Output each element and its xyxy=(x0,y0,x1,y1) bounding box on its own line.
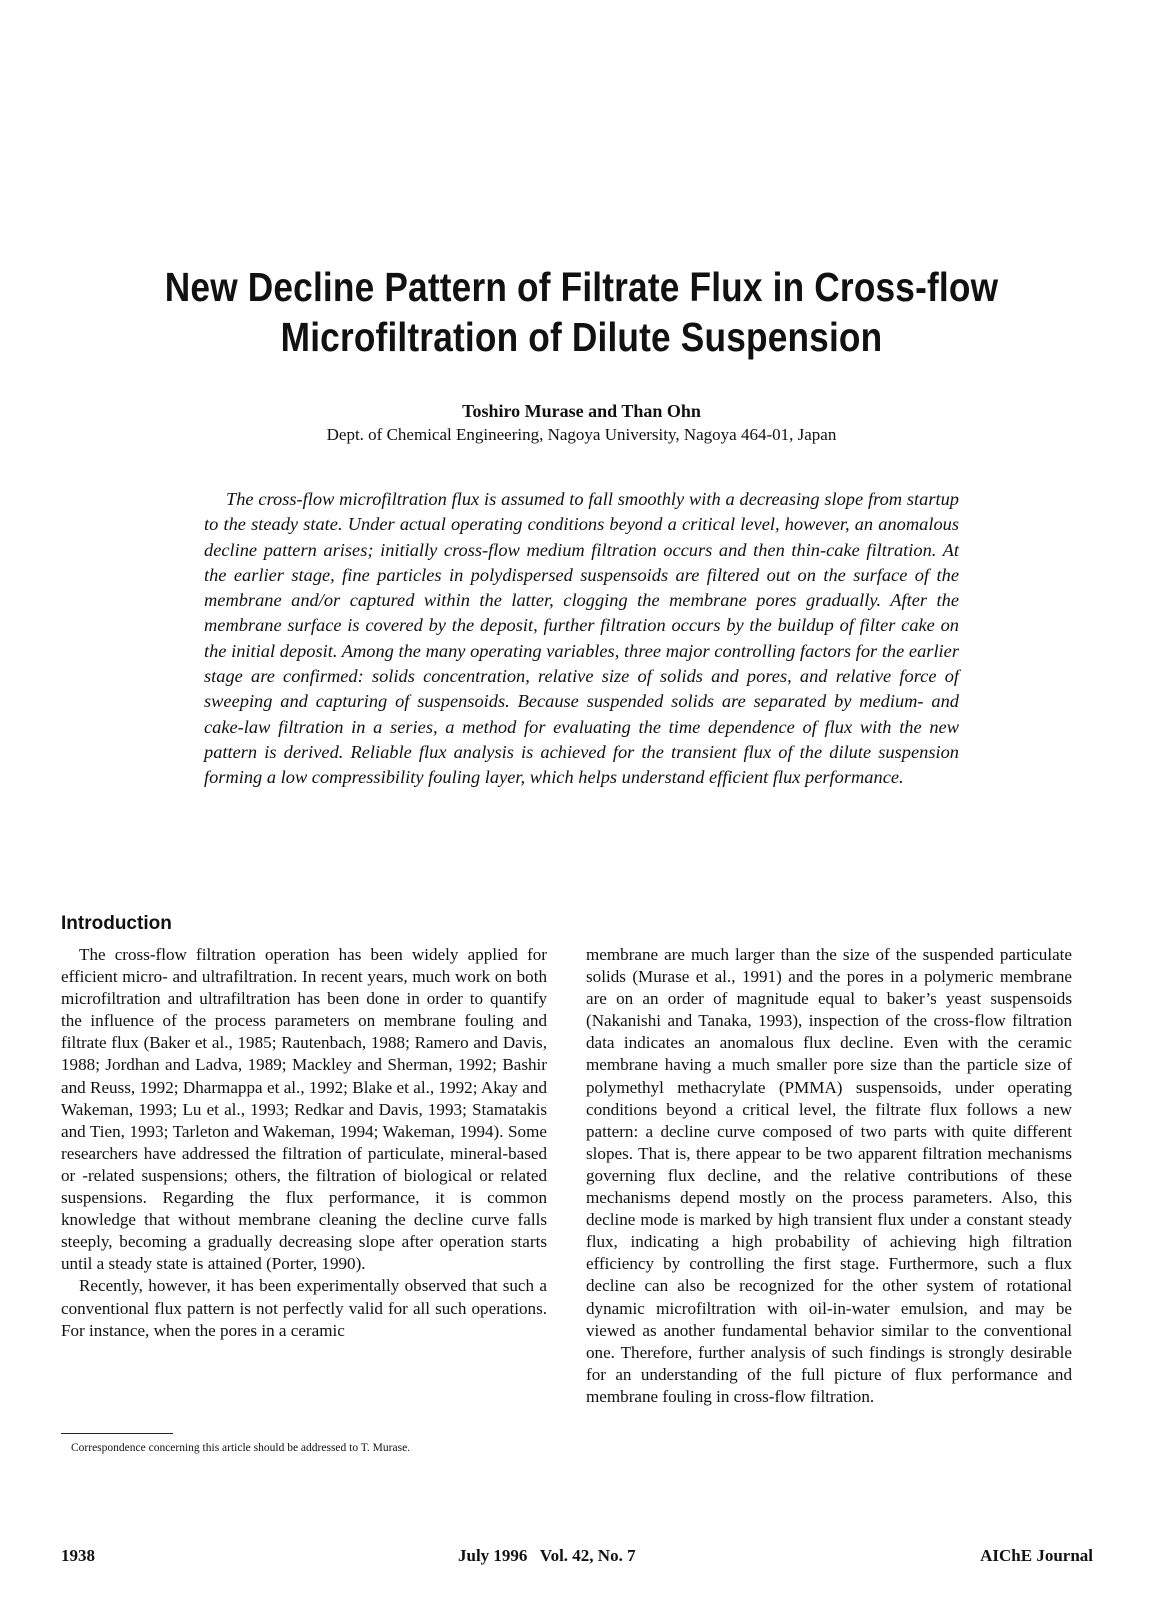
affiliation: Dept. of Chemical Engineering, Nagoya University, Nagoya 464-01, Japan xyxy=(326,425,837,444)
title-line-1: New Decline Pattern of Filtrate Flux in Cross-flow xyxy=(164,264,999,310)
footnote-divider xyxy=(61,1433,173,1434)
paragraph: The cross-flow filtration operation has been widely applied for efficient micro- and ultrafiltration. In recent years, much work on both microfiltration and ultrafiltration has been done in order to quantify the influence of the process parameters on membrane fouling and filtrate flux (Baker et al., 1985; Rautenbach, 1988; Ramero and Davis, 1988; Jordhan and Ladva, 1989; Mackley and Sherman, 1992; Bashir and Reuss, 1992; Dharmappa et al., 1992; Blake et al., 1992; Akay and Wakeman, 1993; Lu et al., 1993; Redkar and Davis, 1993; Stamatakis and Tien, 1993; Tarleton and Wakeman, 1994; Wakeman, 1994). Some researchers have addressed the filtration of particulate, mineral-based or -related suspensions; others, the filtration of biological or related suspensions. Regarding the flux performance, it is common knowledge that without membrane cleaning the decline curve falls steeply, becoming a gradually decreasing slope after operation starts until a steady state is attained (Porter, 1990). xyxy=(61,945,547,1274)
left-column xyxy=(61,944,547,1342)
authors: Toshiro Murase and Than Ohn xyxy=(462,401,701,421)
abstract: The cross-flow microfiltration flux is assumed to fall smoothly with a decreasing slope from startup to the steady state. Under actual operating conditions beyond a critical level, however, an anomalous decline pattern arises; initially cross-flow medium filtration occurs and then thin-cake filtration. At the earlier stage, fine particles in polydispersed suspensoids are filtered out on the surface of the membrane and/or captured within the latter, clogging the membrane pores gradually. After the membrane surface is covered by the deposit, further filtration occurs by the buildup of filter cake on the initial deposit. Among the many operating variables, three major controlling factors for the earlier stage are confirmed: solids concentration, relative size of solids and pores, and relative force of sweeping and capturing of suspensoids. Because suspended solids are separated by medium- and cake-law filtration in a series, a method for evaluating the time dependence of flux with the new pattern is derived. Reliable flux analysis is achieved for the transient flux of the dilute suspension forming a low compressibility fouling layer, which helps understand efficient flux performance. xyxy=(204,489,959,788)
journal-name: AIChE Journal xyxy=(980,1546,1093,1565)
footnote: Correspondence concerning this article should be addressed to T. Murase. xyxy=(71,1442,411,1454)
title-line-2: Microfiltration of Dilute Suspension xyxy=(280,314,883,360)
page-number: 1938 xyxy=(61,1546,95,1565)
right-column xyxy=(586,944,1072,1408)
issue-info: July 1996 Vol. 42, No. 7 xyxy=(458,1546,636,1565)
article-title xyxy=(116,262,1047,362)
paragraph: Recently, however, it has been experimentally observed that such a conventional flux pattern is not perfectly valid for all such operations. For instance, when the pores in a ceramic xyxy=(61,1276,547,1340)
section-heading-introduction: Introduction xyxy=(61,913,172,934)
paragraph: membrane are much larger than the size of the suspended particulate solids (Murase et al., 1991) and the pores in a polymeric membrane are on an order of magnitude equal to baker’s yeast suspensoids (Nakanishi and Tanaka, 1993), inspection of the cross-flow filtration data indicates an anomalous flux decline. Even with the ceramic membrane having a much smaller pore size than the particle size of polymethyl methacrylate (PMMA) suspensoids, under operating conditions beyond a critical level, the filtrate flux follows a new pattern: a decline curve composed of two parts with quite different slopes. That is, there appear to be two apparent filtration mechanisms governing flux decline, and the relative contributions of these mechanisms depend mostly on the process parameters. Also, this decline mode is marked by high transient flux under a constant steady flux, indicating a high probability of achieving high filtration efficiency by controlling the first stage. Furthermore, such a flux decline can also be recognized for the other system of rotational dynamic microfiltration with oil-in-water emulsion, and may be viewed as another fundamental behavior similar to the conventional one. Therefore, further analysis of such findings is strongly desirable for an understanding of the full picture of flux performance and membrane fouling in cross-flow filtration. xyxy=(586,945,1072,1406)
